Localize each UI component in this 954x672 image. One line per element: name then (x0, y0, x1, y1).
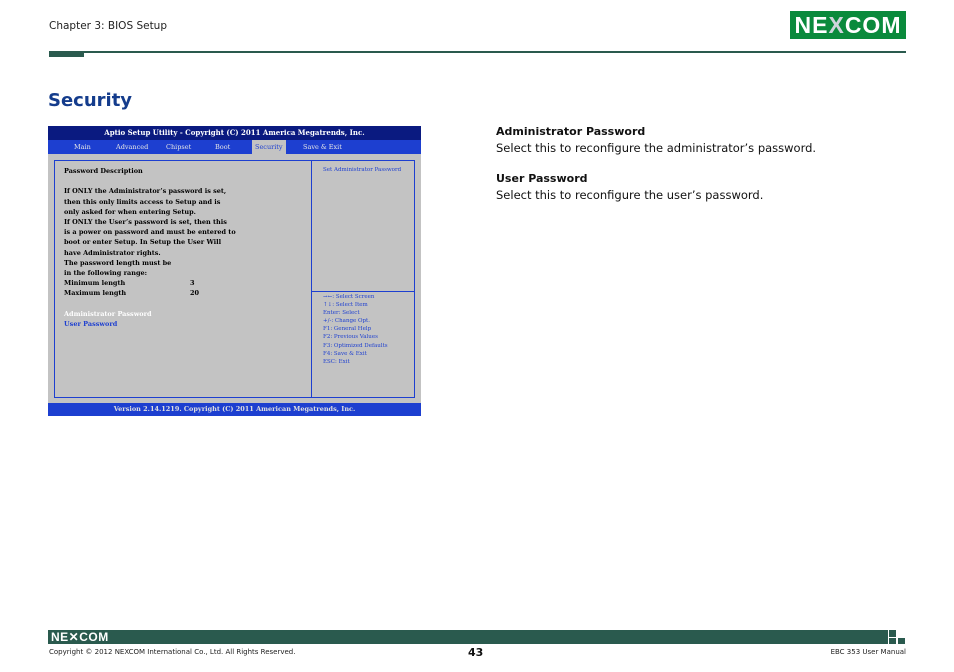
bios-divider-horizontal (312, 291, 415, 292)
key-hint: F1: General Help (323, 326, 372, 333)
page-number: 43 (468, 646, 484, 659)
key-hint: F2: Previous Values (323, 334, 378, 341)
admin-password-text: Select this to reconfigure the administrator’s password. (496, 141, 817, 155)
desc-line: boot or enter Setup. In Setup the User Will (64, 238, 222, 247)
tab-main[interactable]: Main (74, 143, 91, 151)
desc-line: have Administrator rights. (64, 248, 161, 257)
password-description (64, 166, 304, 329)
administrator-password-item[interactable]: Administrator Password (64, 309, 152, 318)
manual-name: EBC 353 User Manual (830, 648, 906, 656)
header-rule-line (84, 51, 906, 53)
header-rule-block (49, 51, 84, 57)
bios-title-bar: Aptio Setup Utility - Copyright (C) 2011 America Megatrends, Inc. (48, 126, 421, 140)
chapter-label: Chapter 3: BIOS Setup (49, 20, 168, 32)
key-hint: Enter: Select (323, 310, 360, 317)
logo-text: NEXCOM (794, 11, 902, 38)
footer-square (889, 630, 896, 637)
section-title: Security (48, 90, 133, 111)
footer-copyright: Copyright © 2012 NEXCOM International Co., Ltd. All Rights Reserved. (49, 648, 296, 656)
desc-line: then this only limits access to Setup and is (64, 197, 221, 206)
bios-divider-vertical (311, 160, 312, 398)
min-length-row (64, 278, 304, 288)
tab-chipset[interactable]: Chipset (166, 143, 192, 151)
desc-gap (64, 176, 304, 186)
key-hint: ESC: Exit (323, 358, 350, 365)
max-length-label: Maximum length (64, 289, 127, 298)
tab-save-exit[interactable]: Save & Exit (303, 143, 342, 151)
footer-square (889, 638, 896, 644)
user-password-item[interactable]: User Password (64, 320, 118, 329)
tab-advanced[interactable]: Advanced (116, 143, 149, 151)
key-hint: →←: Select Screen (323, 294, 375, 300)
max-length-value: 20 (190, 289, 200, 298)
key-hint: ↑↓: Select Item (323, 302, 368, 309)
key-legend (323, 293, 388, 366)
user-password-description (496, 172, 916, 202)
help-title: Set Administrator Password (323, 167, 402, 173)
key-hint: F3: Optimized Defaults (323, 342, 388, 349)
admin-password-description (496, 125, 916, 155)
footer-bar (48, 630, 888, 644)
tab-boot[interactable]: Boot (215, 143, 231, 151)
desc-gap (64, 299, 304, 309)
desc-line: Password Description (64, 167, 143, 175)
desc-line: only asked for when entering Setup. (64, 207, 196, 216)
user-password-text: Select this to reconfigure the user’s password. (496, 188, 764, 202)
bios-version-bar: Version 2.14.1219. Copyright (C) 2011 American Megatrends, Inc. (48, 403, 421, 416)
admin-password-heading: Administrator Password (496, 125, 646, 138)
tab-security[interactable]: Security (252, 140, 286, 154)
min-length-label: Minimum length (64, 279, 126, 288)
desc-line: in the following range: (64, 269, 148, 278)
desc-line: If ONLY the User’s password is set, then this (64, 218, 227, 226)
desc-line: If ONLY the Administrator’s password is set, (64, 187, 227, 196)
min-length-value: 3 (190, 279, 195, 288)
footer-square (898, 638, 905, 644)
bios-tab-bar (48, 140, 421, 154)
desc-line: The password length must be (64, 258, 172, 267)
bios-screen (48, 126, 421, 416)
user-password-heading: User Password (496, 172, 588, 185)
nexcom-logo (790, 11, 906, 39)
max-length-row (64, 288, 304, 298)
footer-logo: NE✕COM (51, 630, 109, 644)
key-hint: +/-: Change Opt. (323, 318, 371, 325)
desc-line: is a power on password and must be entered to (64, 228, 236, 237)
key-hint: F4: Save & Exit (323, 350, 367, 357)
